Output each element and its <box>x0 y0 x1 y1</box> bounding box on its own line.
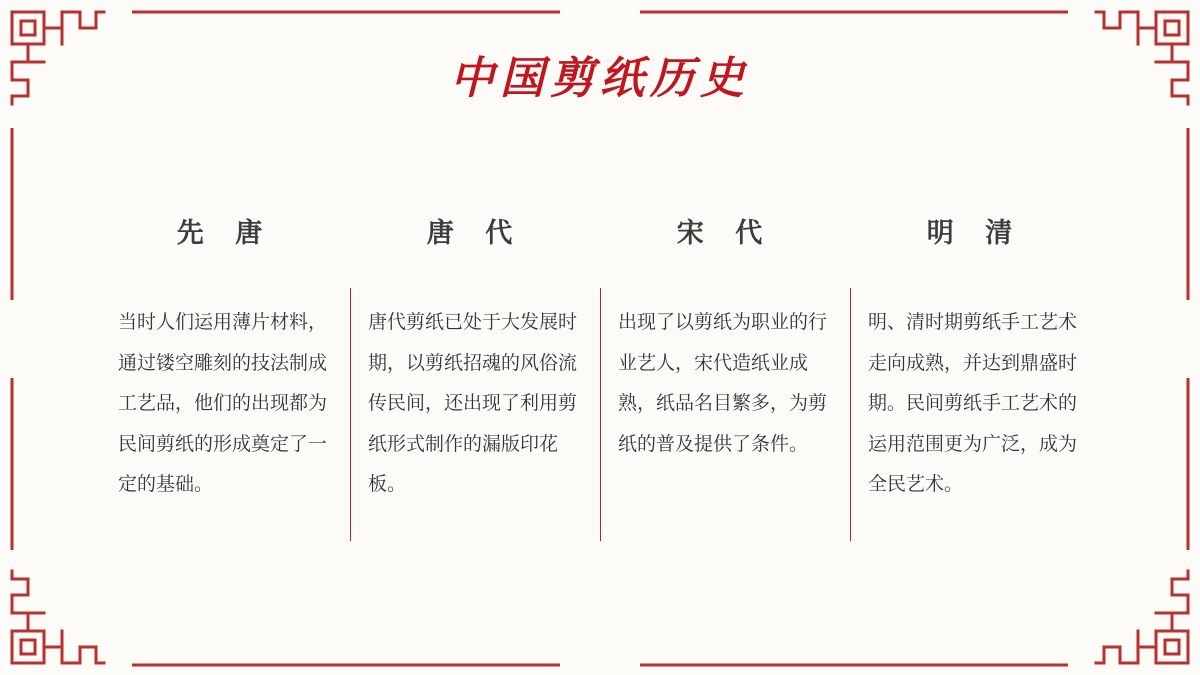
period-description: 出现了以剪纸为职业的行业艺人，宋代造纸业成熟，纸品名目繁多，为剪纸的普及提供了条件。 <box>618 311 828 455</box>
period-column-pre-tang <box>100 205 350 545</box>
period-heading: 明 清 <box>926 218 1024 249</box>
history-columns <box>100 205 1100 545</box>
page-title: 中国剪纸历史 <box>450 53 750 104</box>
period-description: 明、清时期剪纸手工艺术走向成熟，并达到鼎盛时期。民间剪纸手工艺术的运用范围更为广泛，成为全民艺术。 <box>868 311 1078 495</box>
period-description: 唐代剪纸已处于大发展时期，以剪纸招魂的风俗流传民间，还出现了利用剪纸形式制作的漏版印花板。 <box>368 311 578 495</box>
period-heading: 宋 代 <box>676 218 774 249</box>
period-column-song <box>600 205 850 545</box>
period-heading: 唐 代 <box>426 218 524 249</box>
corner-ornament-bottom-left <box>12 571 104 663</box>
period-heading: 先 唐 <box>176 218 274 249</box>
period-column-tang <box>350 205 600 545</box>
period-column-ming-qing <box>850 205 1100 545</box>
period-description: 当时人们运用薄片材料，通过镂空雕刻的技法制成工艺品，他们的出现都为民间剪纸的形成奠定了一定的基础。 <box>118 311 328 495</box>
corner-ornament-bottom-right <box>1096 571 1188 663</box>
